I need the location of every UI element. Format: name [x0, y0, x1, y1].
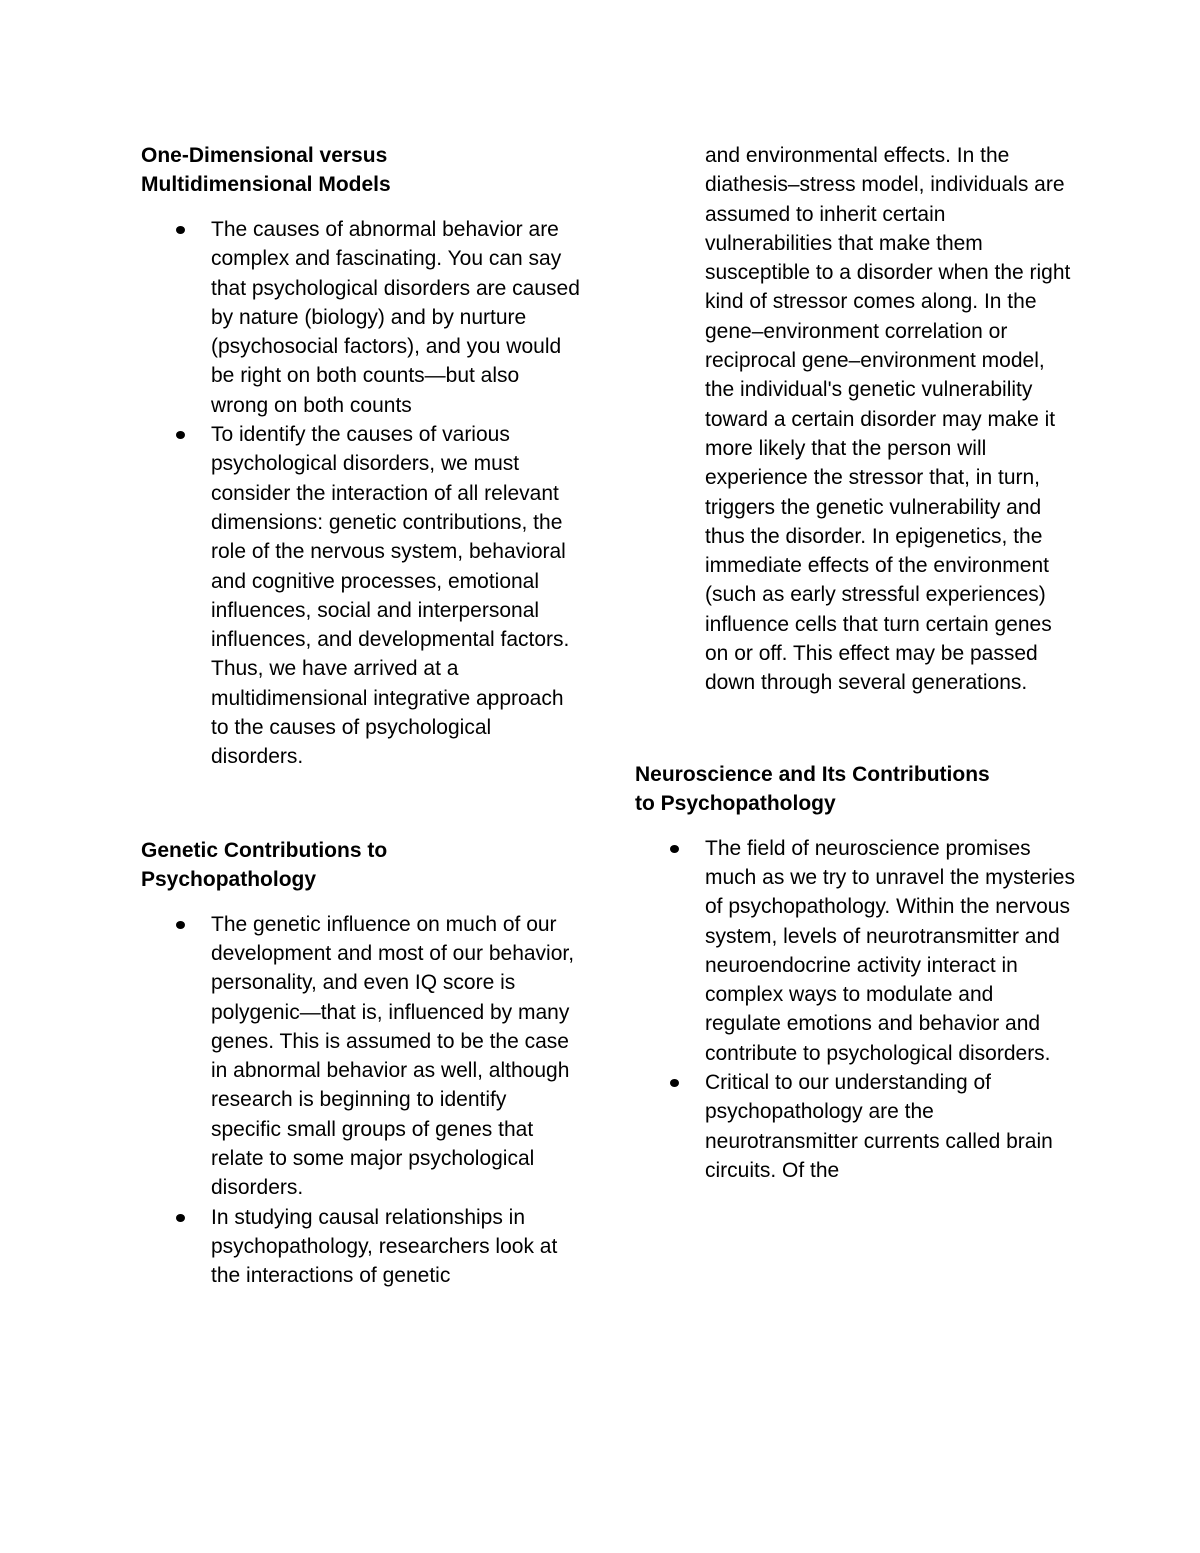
list-item — [635, 1068, 1075, 1185]
bullet-text: The field of neuroscience promises much as we try to unravel the mysteries of psychopathology. Within the nervous system, levels of neurotransmitter and neuroendocrine activity interact in complex ways to modulate and regulate emotions and behavior and contribute to psychological disorders. — [705, 836, 1075, 1065]
heading-line: Neuroscience and Its Contributions — [635, 762, 990, 786]
list-item — [141, 215, 581, 420]
bullet-icon — [176, 226, 185, 234]
bullet-list-genetic — [141, 910, 581, 1291]
list-item — [141, 420, 581, 772]
list-item — [141, 1203, 581, 1291]
bullet-text: The genetic influence on much of our development and most of our behavior, personality, and even IQ score is polygenic—that is, influenced by many genes. This is assumed to be the case in abnormal behavior as well, although research is beginning to identify specific small groups of genes that relate to some major psychological disorders. — [211, 912, 575, 1200]
right-column — [635, 141, 1075, 1185]
bullet-icon — [670, 845, 679, 853]
bullet-icon — [176, 431, 185, 439]
list-item — [635, 834, 1075, 1068]
bullet-icon — [176, 921, 185, 929]
bullet-list-neuroscience — [635, 834, 1075, 1186]
section-spacer — [635, 698, 1075, 760]
list-item — [141, 910, 581, 1203]
bullet-text: The causes of abnormal behavior are complex and fascinating. You can say that psychological disorders are caused by nature (biology) and by nurture (psychosocial factors), and you would be right on both counts—but also wrong on both counts — [211, 218, 580, 417]
section-heading-models — [141, 141, 581, 199]
bullet-text: In studying causal relationships in psychopathology, researchers look at the interactions of genetic — [211, 1205, 558, 1288]
bullet-icon — [176, 1214, 185, 1222]
continued-paragraph: and environmental effects. In the diathesis–stress model, individuals are assumed to inherit certain vulnerabilities that make them susceptible to a disorder when the right kind of stressor comes along. In the gene–environment correlation or reciprocal gene–environment model, the individual's genetic vulnerability toward a certain disorder may make it more likely that the person will experience the stressor that, in turn, triggers the genetic vulnerability and thus the disorder. In epigenetics, the immediate effects of the environment (such as early stressful experiences) influence cells that turn certain genes on or off. This effect may be passed down through several generations. — [705, 144, 1071, 695]
heading-line: Genetic Contributions to — [141, 838, 388, 862]
section-heading-neuroscience — [635, 760, 1075, 818]
bullet-icon — [670, 1079, 679, 1087]
section-heading-genetic — [141, 836, 581, 894]
bullet-text: Critical to our understanding of psychopathology are the neurotransmitter currents called brain circuits. Of the — [705, 1071, 1053, 1182]
heading-line: Psychopathology — [141, 867, 317, 891]
heading-line: Multidimensional Models — [141, 173, 391, 196]
left-column — [141, 141, 581, 1291]
bullet-text: To identify the causes of various psychological disorders, we must consider the interaction of all relevant dimensions: genetic contributions, the role of the nervous system, behavioral and cognitive processes, emotional influences, social and interpersonal influences, and developmental factors. Thus, we have arrived at a multidimensional integrative approach to the causes of psychological disorders. — [211, 423, 570, 769]
bullet-list-models — [141, 215, 581, 772]
heading-line: One-Dimensional versus — [141, 144, 388, 167]
heading-line: to Psychopathology — [635, 791, 836, 815]
section-spacer — [141, 772, 581, 836]
